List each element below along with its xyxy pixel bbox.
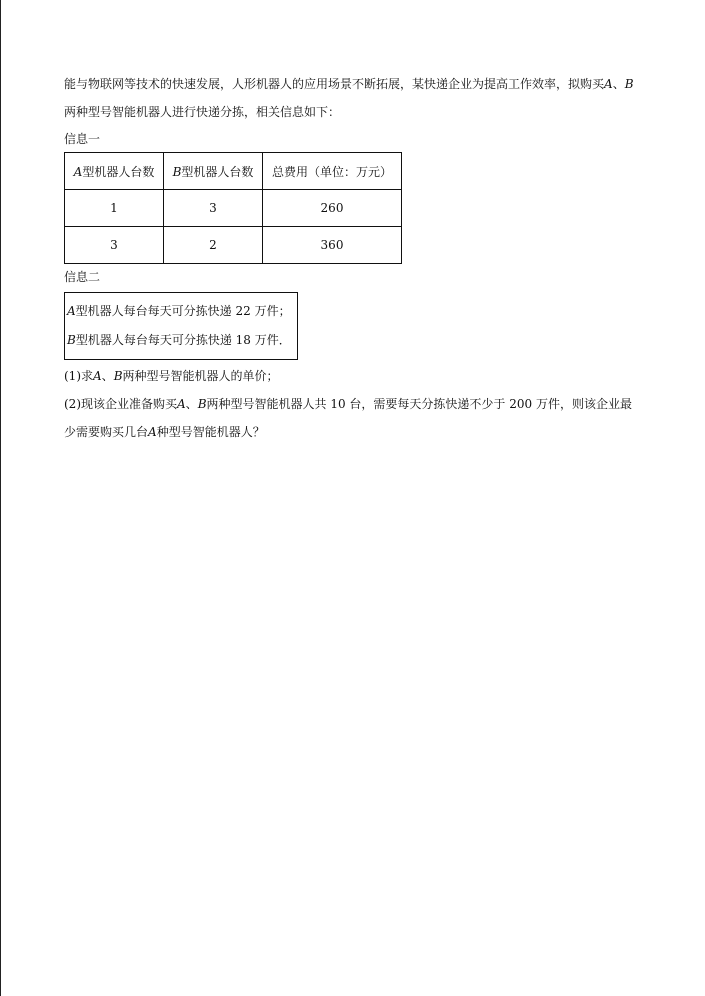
q1-suffix: 两种型号智能机器人的单价；	[122, 369, 279, 383]
var-a: A	[93, 369, 102, 383]
table-row	[65, 190, 402, 227]
var-b: B	[67, 333, 76, 347]
cell-b-count: 2	[164, 227, 263, 264]
intro-paragraph-line2: 两种型号智能机器人进行快递分拣，相关信息如下：	[64, 105, 341, 119]
question-2-line1	[64, 390, 654, 418]
q1-prefix: (1)求	[64, 369, 93, 383]
header-b-count	[164, 153, 263, 190]
document-content	[64, 70, 654, 446]
intro-paragraph-line1	[64, 70, 654, 98]
q2-line2-prefix: 少需要购买几台	[64, 425, 149, 439]
var-a: A	[177, 397, 186, 411]
page-left-border	[0, 0, 1, 996]
intro-text: 能与物联网等技术的快速发展，人形机器人的应用场景不断拓展，某快递企业为提高工作效率，拟购买	[64, 77, 605, 91]
var-b: B	[197, 397, 207, 411]
var-a: A	[604, 77, 613, 91]
header-total-cost	[263, 153, 402, 190]
info2-text: 型机器人每台每天可分拣快递 22 万件；	[75, 304, 291, 318]
header-text: 型机器人台数	[82, 164, 155, 179]
cell-a-count: 3	[65, 227, 164, 264]
header-text: 总费用（单位：万元）	[271, 164, 392, 179]
info1-label: 信息一	[64, 132, 101, 146]
cell-total-cost: 360	[263, 227, 402, 264]
var-b: B	[624, 77, 634, 91]
info2-line-a	[67, 297, 291, 326]
var-a: A	[73, 164, 83, 179]
table-header-row	[65, 153, 402, 190]
question-1	[64, 362, 654, 390]
info2-label: 信息二	[64, 270, 101, 284]
info1-table	[64, 152, 402, 264]
info2-text: 型机器人每台每天可分拣快递 18 万件．	[75, 333, 291, 347]
var-b: B	[113, 369, 123, 383]
var-b: B	[172, 164, 182, 179]
q2-suffix: 两种型号智能机器人共 10 台，需要每天分拣快递不少于 200 万件，则该企业最	[206, 397, 632, 411]
var-a: A	[67, 304, 76, 318]
separator: 、	[185, 397, 198, 411]
var-a: A	[148, 425, 157, 439]
cell-a-count: 1	[65, 190, 164, 227]
header-text: 型机器人台数	[181, 164, 254, 179]
info2-line-b	[67, 326, 291, 355]
header-a-count	[65, 153, 164, 190]
q2-prefix: (2)现该企业准备购买	[64, 397, 177, 411]
question-2-line2	[64, 418, 654, 446]
info2-box	[64, 292, 298, 360]
cell-b-count: 3	[164, 190, 263, 227]
separator: 、	[612, 77, 625, 91]
cell-total-cost: 260	[263, 190, 402, 227]
separator: 、	[101, 369, 114, 383]
q2-line2-suffix: 种型号智能机器人？	[156, 425, 265, 439]
table-row	[65, 227, 402, 264]
